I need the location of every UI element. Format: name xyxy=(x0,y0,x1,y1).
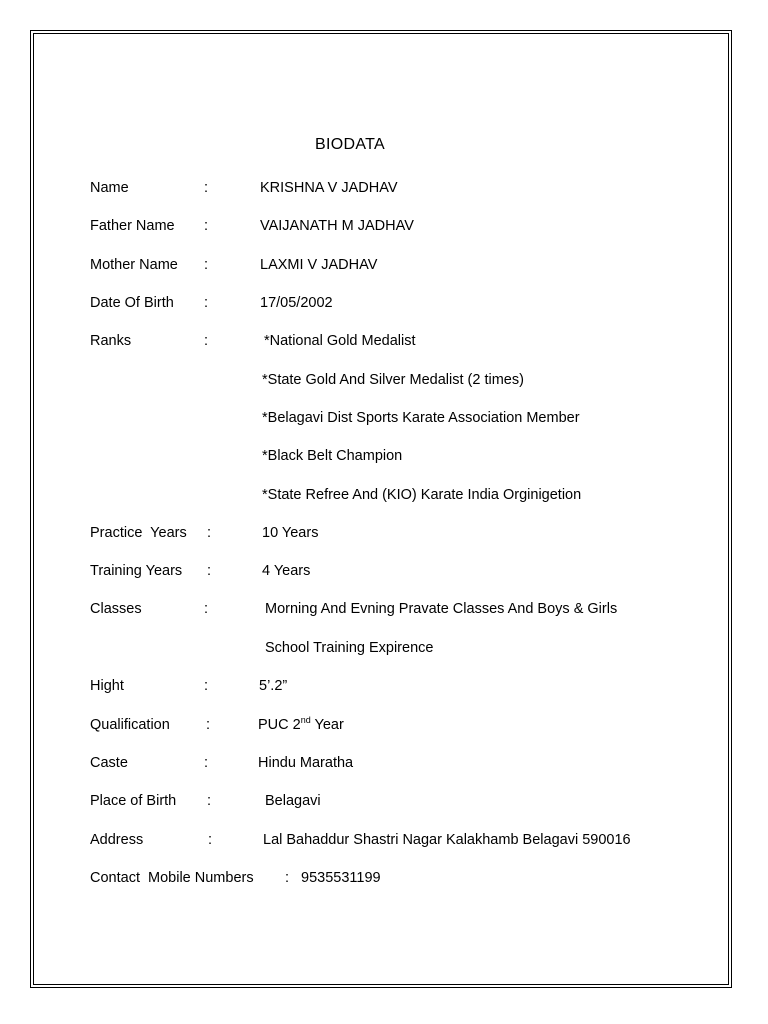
label-qualification: Qualification xyxy=(90,717,170,733)
value-classes: Morning And Evning Pravate Classes And Boys & Girls xyxy=(265,601,618,617)
label-ranks: Ranks xyxy=(90,333,132,349)
label-mother-name: Mother Name xyxy=(90,257,178,273)
colon: : xyxy=(208,832,213,848)
value-mother-name: LAXMI V JADHAV xyxy=(260,257,378,273)
value-contact-mobile-number: 9535531199 xyxy=(301,870,381,886)
value-name: KRISHNA V JADHAV xyxy=(260,180,398,196)
colon: : xyxy=(204,180,209,196)
colon: : xyxy=(285,870,290,886)
document-title: BIODATA xyxy=(315,136,385,153)
label-classes: Classes xyxy=(90,601,142,617)
value-date-of-birth: 17/05/2002 xyxy=(260,295,333,311)
label-date-of-birth: Date Of Birth xyxy=(90,295,174,311)
value-practice-years: 10 Years xyxy=(262,525,319,541)
colon: : xyxy=(204,333,209,349)
value-ranks: *National Gold Medalist xyxy=(264,333,416,349)
colon: : xyxy=(204,218,209,234)
qualification-text-end: Year xyxy=(310,717,344,733)
value-training-years: 4 Years xyxy=(262,563,311,579)
value-address: Lal Bahaddur Shastri Nagar Kalakhamb Belagavi 590016 xyxy=(263,832,631,848)
qualification-superscript: nd xyxy=(300,715,311,726)
label-training-years: Training Years xyxy=(90,563,183,579)
colon: : xyxy=(204,678,209,694)
colon: : xyxy=(207,525,212,541)
value-height: 5’.2” xyxy=(259,678,288,694)
label-caste: Caste xyxy=(90,755,128,771)
colon: : xyxy=(207,563,212,579)
rank-item: *State Refree And (KIO) Karate India Orginigetion xyxy=(262,487,582,503)
value-classes-continued: School Training Expirence xyxy=(265,640,434,656)
label-height: Hight xyxy=(90,678,124,694)
label-father-name: Father Name xyxy=(90,218,175,234)
label-address: Address xyxy=(90,832,144,848)
colon: : xyxy=(204,755,209,771)
rank-item: *State Gold And Silver Medalist (2 times) xyxy=(262,372,524,388)
colon: : xyxy=(204,257,209,273)
colon: : xyxy=(204,295,209,311)
rank-item: *Black Belt Champion xyxy=(262,448,403,464)
value-father-name: VAIJANATH M JADHAV xyxy=(260,218,414,234)
rank-item: *Belagavi Dist Sports Karate Association Member xyxy=(262,410,580,426)
label-name: Name xyxy=(90,180,129,196)
colon: : xyxy=(207,793,212,809)
label-contact-mobile-numbers: Contact Mobile Numbers xyxy=(90,870,254,886)
value-qualification xyxy=(258,715,344,735)
qualification-text: PUC 2 xyxy=(258,717,301,733)
colon: : xyxy=(204,601,209,617)
label-place-of-birth: Place of Birth xyxy=(90,793,177,809)
value-place-of-birth: Belagavi xyxy=(265,793,321,809)
colon: : xyxy=(206,717,211,733)
value-caste: Hindu Maratha xyxy=(258,755,354,771)
label-practice-years: Practice Years xyxy=(90,525,187,541)
